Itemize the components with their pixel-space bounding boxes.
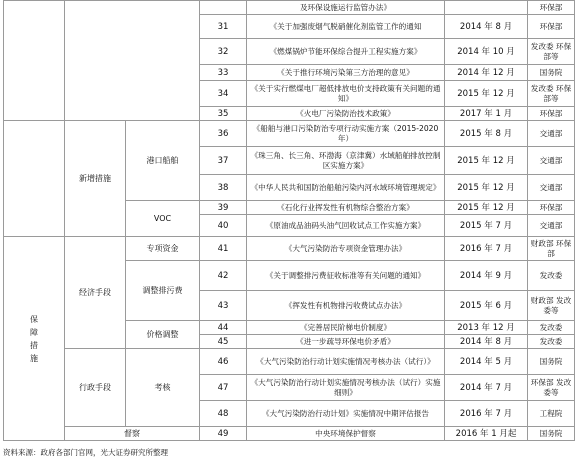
subgroup-label-voc: VOC [126, 201, 200, 237]
group-label-xingzheng: 行政手段 [65, 349, 126, 427]
issuing-department: 发改委 [528, 261, 575, 291]
policy-name: 《原油成品油码头油气回收试点工作实施方案》 [247, 215, 445, 237]
issue-date: 2015 年 12 月 [445, 201, 528, 215]
issuing-department: 国务院 [528, 427, 575, 441]
policy-name: 《珠三角、长三角、环渤海（京津冀）水域船舶排放控制区实施方案》 [247, 147, 445, 175]
issue-date: 2017 年 1 月 [445, 107, 528, 121]
row-number: 44 [200, 321, 247, 335]
policy-name: 《大气污染防治行动计划实施情况考核办法（试行）》 [247, 349, 445, 375]
policy-name: 《大气污染防治行动计划实施情况考核办法（试行）实施细则》 [247, 375, 445, 401]
policy-name: 《挥发性有机物排污收费试点办法》 [247, 291, 445, 321]
row-number: 47 [200, 375, 247, 401]
issuing-department: 交通部 [528, 121, 575, 147]
issue-date: 2015 年 6 月 [445, 291, 528, 321]
row-number: 35 [200, 107, 247, 121]
issue-date: 2016 年 7 月 [445, 237, 528, 261]
row-number: 31 [200, 15, 247, 39]
issuing-department: 环保部 [528, 107, 575, 121]
source-note: 资料来源：政府各部门官网，光大证券研究所整理 [3, 448, 168, 457]
row-number: 48 [200, 401, 247, 427]
row-number [200, 1, 247, 15]
issue-date: 2014 年 5 月 [445, 349, 528, 375]
policy-name: 《火电厂污染防治技术政策》 [247, 107, 445, 121]
row-number: 33 [200, 65, 247, 81]
issuing-department: 环保部 [528, 1, 575, 15]
row-number: 37 [200, 147, 247, 175]
row-number: 49 [200, 427, 247, 441]
issuing-department: 工程院 [528, 401, 575, 427]
policy-name: 《关于推行环境污染第三方治理的意见》 [247, 65, 445, 81]
issuing-department: 发改委 [528, 335, 575, 349]
issuing-department: 交通部 [528, 147, 575, 175]
issuing-department: 财政部 环保部 [528, 237, 575, 261]
table-row [4, 1, 575, 15]
subgroup-label-jiage: 价格调整 [126, 321, 200, 349]
issue-date: 2015 年 12 月 [445, 147, 528, 175]
row-number: 40 [200, 215, 247, 237]
row-number: 36 [200, 121, 247, 147]
issuing-department: 发改委 环保部等 [528, 39, 575, 65]
group-label-xinzeng: 新增措施 [65, 121, 126, 237]
cat2-blank-top [65, 1, 200, 121]
subgroup-label-kaohe: 考核 [126, 349, 200, 427]
policy-name: 《关于加强废烟气脱硝催化剂监管工作的通知 [247, 15, 445, 39]
issuing-department: 财政部 发改委等 [528, 291, 575, 321]
issue-date: 2015 年 12 月 [445, 175, 528, 201]
subgroup-label-paiwu: 调整排污费 [126, 261, 200, 321]
subgroup-label-ducha: 督察 [65, 427, 200, 441]
issuing-department: 环保部 发改委等 [528, 375, 575, 401]
cat1-blank-mid [4, 121, 65, 237]
policy-name: 《船舶与港口污染防治专项行动实施方案（2015-2020 年） [247, 121, 445, 147]
policy-name: 《进一步疏导环保电价矛盾》 [247, 335, 445, 349]
table-row [4, 349, 575, 375]
row-number: 38 [200, 175, 247, 201]
issuing-department: 环保部 [528, 15, 575, 39]
row-number: 46 [200, 349, 247, 375]
row-number: 43 [200, 291, 247, 321]
policy-name: 《大气污染防治专项资金管理办法》 [247, 237, 445, 261]
group-label-baozhang-text: 保障措施 [30, 314, 38, 363]
table-row [4, 121, 575, 147]
policy-name: 《关于调整排污费征收标准等有关问题的通知》 [247, 261, 445, 291]
issue-date: 2015 年 8 月 [445, 121, 528, 147]
issue-date: 2016 年 1 月起 [445, 427, 528, 441]
issuing-department: 环保部 [528, 201, 575, 215]
group-label-jingji: 经济手段 [65, 237, 126, 349]
issuing-department: 国务院 [528, 349, 575, 375]
issuing-department: 交通部 [528, 215, 575, 237]
issuing-department: 发改委 [528, 321, 575, 335]
row-number: 42 [200, 261, 247, 291]
policy-name: 《石化行业挥发性有机物综合整治方案》 [247, 201, 445, 215]
policy-name: 《中华人民共和国防治船舶污染内河水域环境管理规定》 [247, 175, 445, 201]
issue-date: 2015 年 7 月 [445, 215, 528, 237]
issuing-department: 国务院 [528, 65, 575, 81]
issue-date: 2014 年 9 月 [445, 261, 528, 291]
cat1-blank-top [4, 1, 65, 121]
policy-name: 及环保设施运行监管办法》 [247, 1, 445, 15]
issuing-department: 发改委 环保部等 [528, 81, 575, 107]
policy-name: 《关于实行燃煤电厂超低排放电价支持政策有关问题的通知》 [247, 81, 445, 107]
issue-date: 2013 年 12 月 [445, 321, 528, 335]
table-row [4, 237, 575, 261]
group-label-baozhang [4, 237, 65, 441]
issuing-department: 交通部 [528, 175, 575, 201]
issue-date: 2014 年 10 月 [445, 39, 528, 65]
policy-name: 《完善居民阶梯电价制度》 [247, 321, 445, 335]
row-number: 39 [200, 201, 247, 215]
issue-date [445, 1, 528, 15]
policy-table-container [3, 0, 574, 441]
issue-date: 2015 年 12 月 [445, 81, 528, 107]
row-number: 41 [200, 237, 247, 261]
policy-name: 《燃煤锅炉节能环保综合提升工程实施方案》 [247, 39, 445, 65]
policy-table [3, 0, 575, 441]
row-number: 34 [200, 81, 247, 107]
policy-name: 《大气污染防治行动计划》实施情况中期评估报告 [247, 401, 445, 427]
issue-date: 2014 年 8 月 [445, 15, 528, 39]
subgroup-label-gangkou: 港口船舶 [126, 121, 200, 201]
issue-date: 2014 年 7 月 [445, 375, 528, 401]
issue-date: 2014 年 8 月 [445, 335, 528, 349]
subgroup-label-zhuanxiang: 专项资金 [126, 237, 200, 261]
row-number: 45 [200, 335, 247, 349]
policy-name: 中央环境保护督察 [247, 427, 445, 441]
table-row [4, 427, 575, 441]
issue-date: 2014 年 12 月 [445, 65, 528, 81]
row-number: 32 [200, 39, 247, 65]
issue-date: 2016 年 7 月 [445, 401, 528, 427]
